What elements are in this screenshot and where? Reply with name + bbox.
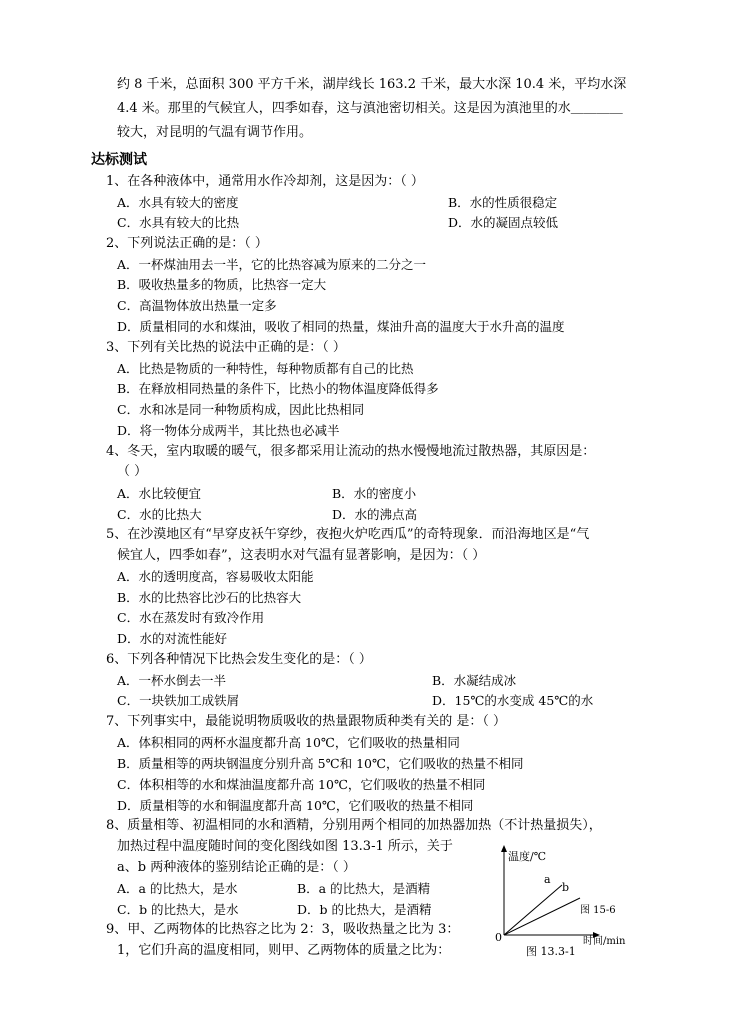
- question-3-stem: 3、下列有关比热的说法中正确的是：（ ）: [106, 340, 346, 355]
- question-2-stem: 2、下列说法正确的是：（ ）: [106, 236, 268, 251]
- question-5-option-c: C．水在蒸发时有致冷作用: [117, 610, 265, 625]
- question-7-option-a: A．体积相同的两杯水温度都升高 10℃，它们吸收的热量相同: [117, 735, 460, 750]
- y-axis-arrow-icon: [501, 845, 507, 852]
- question-8-option-b: B．a 的比热大，是酒精: [297, 881, 431, 896]
- intro-line-2: 4.4 米。那里的气候宜人，四季如春，这与滇池密切相关。这是因为滇池里的水＿＿＿＿: [117, 101, 623, 116]
- question-9-stem-2: 1，它们升高的温度相同，则甲、乙两物体的质量之比为：: [117, 943, 451, 958]
- question-6-stem: 6、下列各种情况下比热会发生变化的是：（ ）: [106, 652, 372, 667]
- question-5-option-d: D．水的对流性能好: [117, 631, 228, 646]
- question-1-option-c: C．水具有较大的比热: [117, 215, 240, 230]
- question-2-option-a: A．一杯煤油用去一半，它的比热容减为原来的二分之一: [117, 257, 427, 272]
- question-1-option-a: A．水具有较大的密度: [117, 195, 239, 210]
- question-5-option-b: B．水的比热容比沙石的比热容大: [117, 590, 302, 605]
- question-3-option-b: B．在释放相同热量的条件下，比热小的物体温度降低得多: [117, 381, 439, 396]
- question-2-option-c: C．高温物体放出热量一定多: [117, 298, 277, 313]
- line-b: [504, 898, 580, 935]
- question-8-option-c: C．b 的比热大，是水: [117, 902, 239, 917]
- section-title: 达标测试: [91, 152, 147, 168]
- question-1-option-b: B．水的性质很稳定: [448, 195, 558, 210]
- x-axis-label: 时间/min: [583, 936, 626, 947]
- question-1-stem: 1、在各种液体中，通常用水作冷却剂，这是因为：（ ）: [106, 174, 424, 189]
- line-b-label: b: [562, 881, 570, 894]
- question-1-option-d: D．水的凝固点较低: [448, 215, 559, 230]
- question-6-option-a: A．一杯水倒去一半: [117, 673, 227, 688]
- question-6-option-d: D．15℃的水变成 45℃的水: [432, 693, 594, 708]
- question-3-option-a: A．比热是物质的一种特性，每种物质都有自己的比热: [117, 361, 414, 376]
- figure-caption: 图 13.3-1: [526, 945, 576, 958]
- origin-label: 0: [495, 931, 502, 944]
- question-2-option-b: B．吸收热量多的物质，比热容一定大: [117, 277, 327, 292]
- question-8-stem: 8、质量相等、初温相同的水和酒精，分别用两个相同的加热器加热（不计热量损失），: [106, 818, 602, 833]
- question-8-stem-3: a、b 两种液体的鉴别结论正确的是：（ ）: [117, 860, 356, 875]
- intro-line-1: 约 8 千米，总面积 300 平方千米，湖岸线长 163.2 千米，最大水深 10.4 米，平均水深: [117, 77, 627, 92]
- question-2-option-d: D．质量相同的水和煤油，吸收了相同的热量，煤油升高的温度大于水升高的温度: [117, 319, 565, 334]
- question-5-stem: 5、在沙漠地区有“早穿皮袄午穿纱，夜抱火炉吃西瓜”的奇特现象．而沿海地区是“气: [106, 527, 590, 542]
- question-3-option-d: D．将一物体分成两半，其比热也必减半: [117, 423, 340, 438]
- line-a: [504, 885, 562, 935]
- line-a-label: a: [544, 873, 551, 886]
- y-axis-label: 温度/℃: [508, 850, 547, 863]
- question-8-stem-2: 加热过程中温度随时间的变化图线如图 13.3-1 所示，关于: [117, 839, 453, 854]
- question-4-option-d: D．水的沸点高: [332, 507, 418, 522]
- question-8-option-a: A．a 的比热大，是水: [117, 881, 238, 896]
- question-4-stem: 4、冬天，室内取暖的暖气，很多都采用让流动的热水慢慢地流过散热器，其原因是：: [106, 444, 596, 459]
- question-7-option-c: C．体积相等的水和煤油温度都升高 10℃，它们吸收的热量不相同: [117, 777, 486, 792]
- question-9-stem: 9、甲、乙两物体的比热容之比为 2：3，吸收热量之比为 3：: [106, 922, 460, 937]
- question-6-option-b: B．水凝结成冰: [432, 673, 517, 688]
- question-6-option-c: C．一块铁加工成铁屑: [117, 693, 240, 708]
- question-7-option-b: B．质量相等的两块钢温度分别升高 5℃和 10℃，它们吸收的热量不相同: [117, 756, 524, 771]
- question-3-option-c: C．水和冰是同一种物质构成，因此比热相同: [117, 402, 365, 417]
- question-5-option-a: A．水的透明度高，容易吸收太阳能: [117, 569, 314, 584]
- question-8-option-d: D．b 的比热大，是酒精: [297, 902, 432, 917]
- question-7-stem: 7、下列事实中，最能说明物质吸收的热量跟物质种类有关的 是：（ ）: [106, 714, 507, 729]
- question-4-stem-2: （ ）: [117, 464, 148, 479]
- temperature-time-figure: [488, 843, 638, 961]
- question-4-option-c: C．水的比热大: [117, 507, 202, 522]
- question-5-stem-2: 候宜人，四季如春”，这表明水对气温有显著影响，是因为：（ ）: [117, 548, 486, 563]
- question-7-option-d: D．质量相等的水和铜温度都升高 10℃，它们吸收的热量不相同: [117, 798, 474, 813]
- figure-inner-caption: 图 15-6: [580, 905, 616, 916]
- question-4-option-a: A．水比较便宜: [117, 486, 202, 501]
- question-4-option-b: B．水的密度小: [332, 486, 417, 501]
- intro-line-3: 较大，对昆明的气温有调节作用。: [117, 125, 313, 140]
